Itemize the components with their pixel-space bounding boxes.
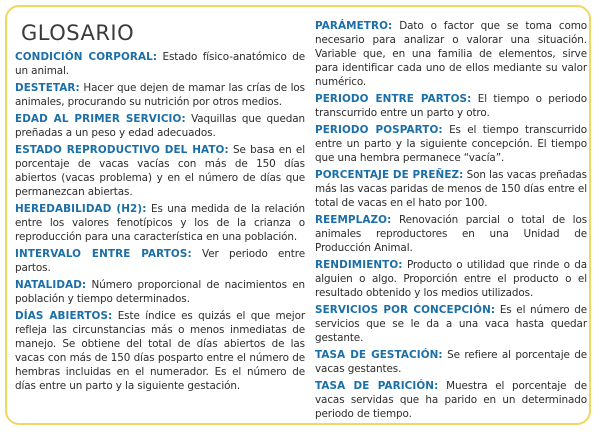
glossary-term: ESTADO REPRODUCTIVO DEL HATO: [15,144,229,156]
glossary-entry [15,50,305,78]
glossary-definition: Se basa en el porcentaje de vacas vacías con más de 150 días abiertos (vacas problema) y en el número de días que permanezcan abiertas. [15,144,305,198]
glossary-entry [315,168,587,210]
right-column [315,7,587,424]
glossary-term: PERIODO POSPARTO: [315,124,443,136]
glossary-definition: Producto o utilidad que rinde o da alguien o algo. Proporción entre el producto o el resultado obtenido y los medios utilizados. [315,259,588,299]
glossary-definition: Este índice es quizás el que mejor refleja las circunstancias más o menos inmediatas de manejo. Se obtiene del total de días abiertos de las vacas con más de 150 días posparto entre el número de hembras incluidas en el numerador. Es el número de días entre un parto y la siguiente gestación. [15,310,305,392]
glossary-entry [15,278,305,306]
glossary-entry [315,213,587,255]
glossary-definition: El tiempo o periodo transcurrido entre un parto y otro. [315,93,588,119]
glossary-entry [315,123,587,165]
glossary-definition: Son las vacas preñadas más las vacas paridas de menos de 150 días entre el total de vacas en el hato por 100. [315,169,587,209]
glossary-entry [315,303,587,345]
glossary-definition: Hacer que dejen de mamar las crías de los animales, procurando su nutrición por otros medios. [15,82,305,108]
glossary-term: TASA DE PARICIÓN: [315,380,439,392]
left-column [15,7,305,396]
glossary-entry [315,92,587,120]
glossary-definition: Número proporcional de nacimientos en población y tiempo determinados. [15,279,305,305]
glossary-term: DÍAS ABIERTOS: [15,310,113,322]
glossary-entry [15,143,305,199]
glossary-definition: Vaquillas que quedan preñadas a un peso y edad adecuados. [15,113,306,139]
glossary-term: PARÁMETRO: [315,20,393,32]
glossary-definition: Ver periodo entre partos. [15,248,305,274]
glossary-definition: Muestra el porcentaje de vacas servidas que ha parido en un determinado periodo de tiempo. [315,380,587,420]
glossary-definition: Es una medida de la relación entre los valores fenotípicos y los de la crianza o reproducción para una característica en una población. [15,203,306,243]
page-title: GLOSARIO [21,21,135,45]
glossary-definition: Se refiere al porcentaje de vacas gestantes. [315,349,588,375]
glossary-definition: Estado físico-anatómico de un animal. [15,51,305,77]
glossary-entry [15,247,305,275]
glossary-entry [315,19,587,89]
glossary-term: TASA DE GESTACIÓN: [315,349,443,361]
glossary-term: HEREDABILIDAD (H2): [15,203,147,215]
glossary-term: PERIODO ENTRE PARTOS: [315,93,472,105]
glossary-entry [315,379,587,421]
glossary-entry [15,309,305,393]
glossary-term: REEMPLAZO: [315,214,392,226]
glossary-definition: Es el número de servicios que se le da a una vaca hasta quedar gestante. [315,304,587,344]
glossary-term: DESTETAR: [15,82,80,94]
glossary-entry [15,81,305,109]
glossary-entry [315,258,587,300]
glossary-entry [15,202,305,244]
glossary-term: PORCENTAJE DE PREÑEZ: [315,169,464,181]
glossary-term: NATALIDAD: [15,279,87,291]
glossary-term: RENDIMIENTO: [315,259,403,271]
glossary-term: SERVICIOS POR CONCEPCIÓN: [315,304,496,316]
glossary-definition: Renovación parcial o total de los animales reproductores en una Unidad de Producción Animal. [315,214,588,254]
glossary-entry [15,112,305,140]
glossary-panel [5,5,591,425]
glossary-term: EDAD AL PRIMER SERVICIO: [15,113,186,125]
glossary-entry [315,348,587,376]
glossary-definition: Es el tiempo transcurrido entre un parto y la siguiente concepción. El tiempo que una hembra permanece “vacía”. [315,124,588,164]
glossary-term: CONDICIÓN CORPORAL: [15,51,158,63]
glossary-term: INTERVALO ENTRE PARTOS: [15,248,192,260]
glossary-definition: Dato o factor que se toma como necesario para analizar o valorar una situación. Variable que, en una familia de elementos, sirve para identificar cada uno de ellos mediante su valor numérico. [315,20,588,88]
